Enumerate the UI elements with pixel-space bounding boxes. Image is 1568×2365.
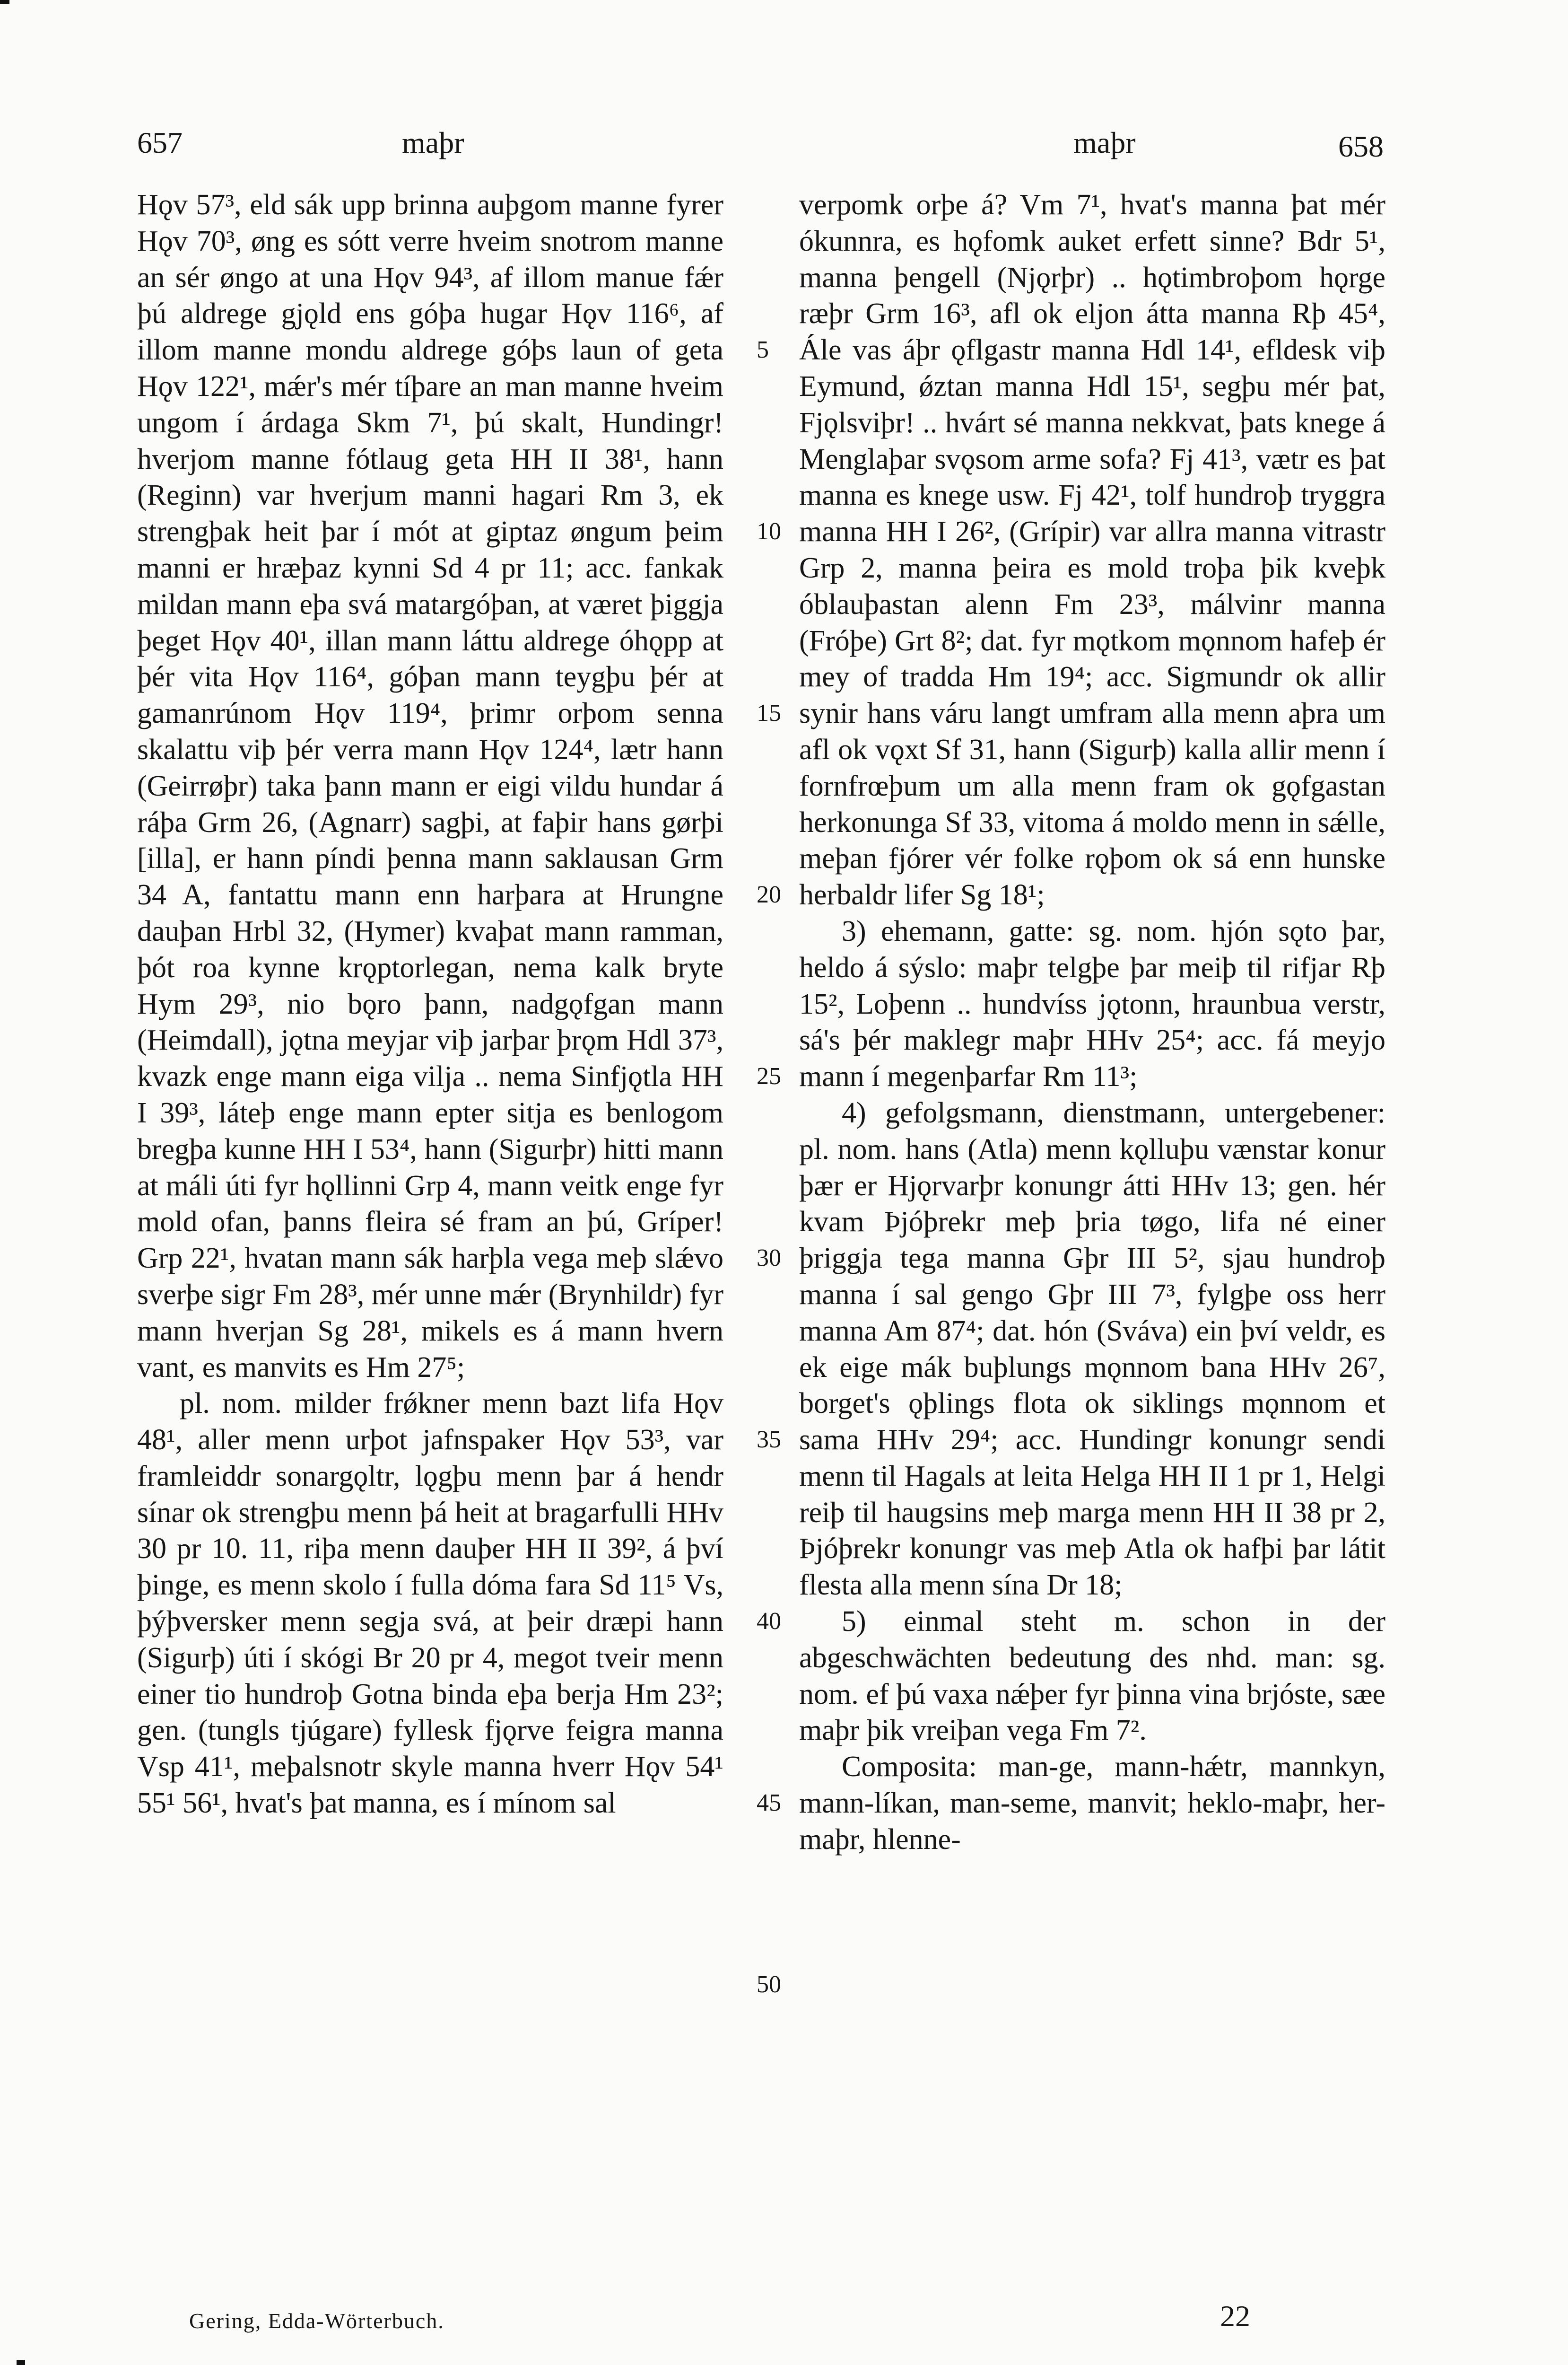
line-number: 45 bbox=[757, 1789, 781, 1816]
right-paragraph: 3) ehemann, gatte: sg. nom. hjón sǫto þar, heldo á sýslo: maþr telgþe þar meiþ til rifjar Rþ 15², Loþenn .. hundvíss jǫtonn, hraunbua verstr, sá's þér maklegr maþr HHv 25⁴; acc. fá meyjo mann í megenþarfar Rm 11³; bbox=[799, 915, 1385, 1093]
right-paragraph: 5) einmal steht m. schon in der abgeschwächten bedeutung des nhd. man: sg. nom. ef þú vaxa nǽþer fyr þinna vina brjóste, sæe maþr þik vreiþan vega Fm 7². bbox=[799, 1605, 1385, 1747]
line-number: 10 bbox=[757, 518, 781, 545]
line-number: 30 bbox=[757, 1244, 781, 1271]
footer-signature-number: 22 bbox=[1220, 2299, 1250, 2333]
right-paragraph: verpomk orþe á? Vm 7¹, hvat's manna þat mér ókunnra, es hǫfomk auket erfett sinne? Bdr 5¹, manna þengell (Njǫrþr) .. hǫtimbroþom hǫrge ræþr Grm 16³, afl ok eljon átta manna Rþ 45⁴, Ále vas áþr ǫflgastr manna Hdl 14¹, efldesk viþ Eymund, ǿztan manna Hdl 15¹, segþu mér þat, Fjǫlsviþr! .. hvárt sé manna nekkvat, þats knege á Menglaþar svǫsom arme sofa? Fj 41³, vætr es þat manna es knege usw. Fj 42¹, tolf hundroþ tryggra manna HH I 26², (Grípir) var allra manna vitrastr Grp 2, manna þeira es mold troþa þik kveþk óblauþastan alenn Fm 23³, málvinr manna (Fróþe) Grt 8²; dat. fyr mǫtkom mǫnnom hafeþ ér mey of tradda Hm 19⁴; acc. Sigmundr ok allir synir hans váru langt umfram alla menn aþra um afl ok vǫxt Sf 31, hann (Sigurþ) kalla allir menn í fornfrœþum um alla menn fram ok gǫfgastan herkonunga Sf 33, vitoma á moldo menn in sǽlle, meþan fjórer vér folke rǫþom ok sá enn hunske herbaldr lifer Sg 18¹; bbox=[799, 189, 1385, 911]
line-number: 50 bbox=[757, 1971, 781, 1998]
line-number: 5 bbox=[757, 336, 769, 363]
left-paragraph: pl. nom. milder frǿkner menn bazt lifa Hǫv 48¹, aller menn urþot jafnspaker Hǫv 53³, var framleiddr sonargǫltr, lǫgþu menn þar á hendr sínar ok strengþu menn þá heit at bragarfulli HHv 30 pr 10. 11, riþa menn dauþer HH II 39², á því þinge, es menn skolo í fulla dóma fara Sd 11⁵ Vs, þýþversker menn segja svá, at þeir dræpi hann (Sigurþ) úti í skógi Br 20 pr 4, megot tveir menn einer tio hundroþ Gotna binda eþa berja Hm 23²; gen. (tungls tjúgare) fyllesk fjǫrve feigra manna Vsp 41¹, meþalsnotr skyle manna hverr Hǫv 54¹ 55¹ 56¹, hvat's þat manna, es í mínom sal bbox=[137, 1387, 723, 1820]
right-column bbox=[799, 187, 1385, 1858]
line-number: 20 bbox=[757, 881, 781, 908]
left-paragraph: Hǫv 57³, eld sák upp brinna auþgom manne fyrer Hǫv 70³, øng es sótt verre hveim snotrom manne an sér øngo at una Hǫv 94³, af illom manue fǽr þú aldrege gjǫld ens góþa hugar Hǫv 116⁶, af illom manne mondu aldrege góþs laun of geta Hǫv 122¹, mǽr's mér tíþare an man manne hveim ungom í árdaga Skm 7¹, þú skalt, Hundingr! hverjom manne fótlaug geta HH II 38¹, hann (Reginn) var hverjum manni hagari Rm 3, ek strengþak heit þar í mót at giptaz øngum þeim manni er hræþaz kynni Sd 4 pr 11; acc. fankak mildan mann eþa svá matargóþan, at været þiggja þeget Hǫv 40¹, illan mann láttu aldrege óhǫpp at þér vita Hǫv 116⁴, góþan mann teygþu þér at gamanrúnom Hǫv 119⁴, þrimr orþom senna skalattu viþ þér verra mann Hǫv 124⁴, lætr hann (Geirrøþr) taka þann mann er eigi vildu hundar á ráþa Grm 26, (Agnarr) sagþi, at faþir hans gørþi [illa], er hann píndi þenna mann saklausan Grm 34 A, fantattu mann enn harþara at Hrungne dauþan Hrbl 32, (Hymer) kvaþat mann ramman, þót roa kynne krǫptorlegan, nema kalk bryte Hym 29³, nio bǫro þann, nadgǫfgan mann (Heimdall), jǫtna meyjar viþ jarþar þrǫm Hdl 37³, kvazk enge mann eiga vilja .. nema Sinfjǫtla HH I 39³, láteþ enge mann epter sitja es benlogom bregþa kunne HH I 53⁴, hann (Sigurþr) hitti mann at máli úti fyr hǫllinni Grp 4, mann veitk enge fyr mold ofan, þanns fleira sé fram an þú, Gríper! Grp 22¹, hvatan mann sák harþla vega meþ slǽvo sverþe sigr Fm 28³, mér unne mǽr (Brynhildr) fyr mann hverjan Sg 28¹, mikels es á mann hvern vant, es manvits es Hm 27⁵; bbox=[137, 189, 723, 1384]
right-paragraph: Composita: man-ge, mann-hǽtr, mannkyn, mann-líkan, man-seme, manvit; heklo-maþr, her-maþr, hlenne- bbox=[799, 1751, 1385, 1856]
left-running-head: maþr bbox=[402, 126, 464, 159]
line-number: 40 bbox=[757, 1608, 781, 1635]
left-page-number: 657 bbox=[137, 126, 183, 159]
line-number: 15 bbox=[757, 700, 781, 727]
line-number: 35 bbox=[757, 1426, 781, 1453]
right-page-number: 658 bbox=[1338, 130, 1384, 163]
left-column bbox=[137, 187, 723, 1822]
scan-mark-bottom-left bbox=[17, 2360, 25, 2365]
footer-publisher: Gering, Edda-Wörterbuch. bbox=[189, 2309, 444, 2333]
right-paragraph: 4) gefolgsmann, dienstmann, untergebener: pl. nom. hans (Atla) menn kǫlluþu vænstar konur þær er Hjǫrvarþr konungr átti HHv 13; gen. hér kvam Þjóþrekr meþ þria tøgo, lifa né einer þriggja tega manna Gþr III 5², sjau hundroþ manna í sal gengo Gþr III 7³, fylgþe oss herr manna Am 87⁴; dat. hón (Sváva) ein því veldr, es ek eige mák buþlungs mǫnnom bana HHv 26⁷, borget's ǫþlings flota ok siklings mǫnnom et sama HHv 29⁴; acc. Hundingr konungr sendi menn til Hagals at leita Helga HH II 1 pr 1, Helgi reiþ til haugsins meþ marga menn HH II 38 pr 2, Þjóþrekr konungr vas meþ Atla ok hafþi þar látit flesta alla menn sína Dr 18; bbox=[799, 1096, 1385, 1602]
line-number: 25 bbox=[757, 1063, 781, 1090]
running-header bbox=[0, 125, 1568, 177]
scan-mark-top-left bbox=[0, 0, 9, 4]
right-running-head: maþr bbox=[1073, 126, 1136, 159]
